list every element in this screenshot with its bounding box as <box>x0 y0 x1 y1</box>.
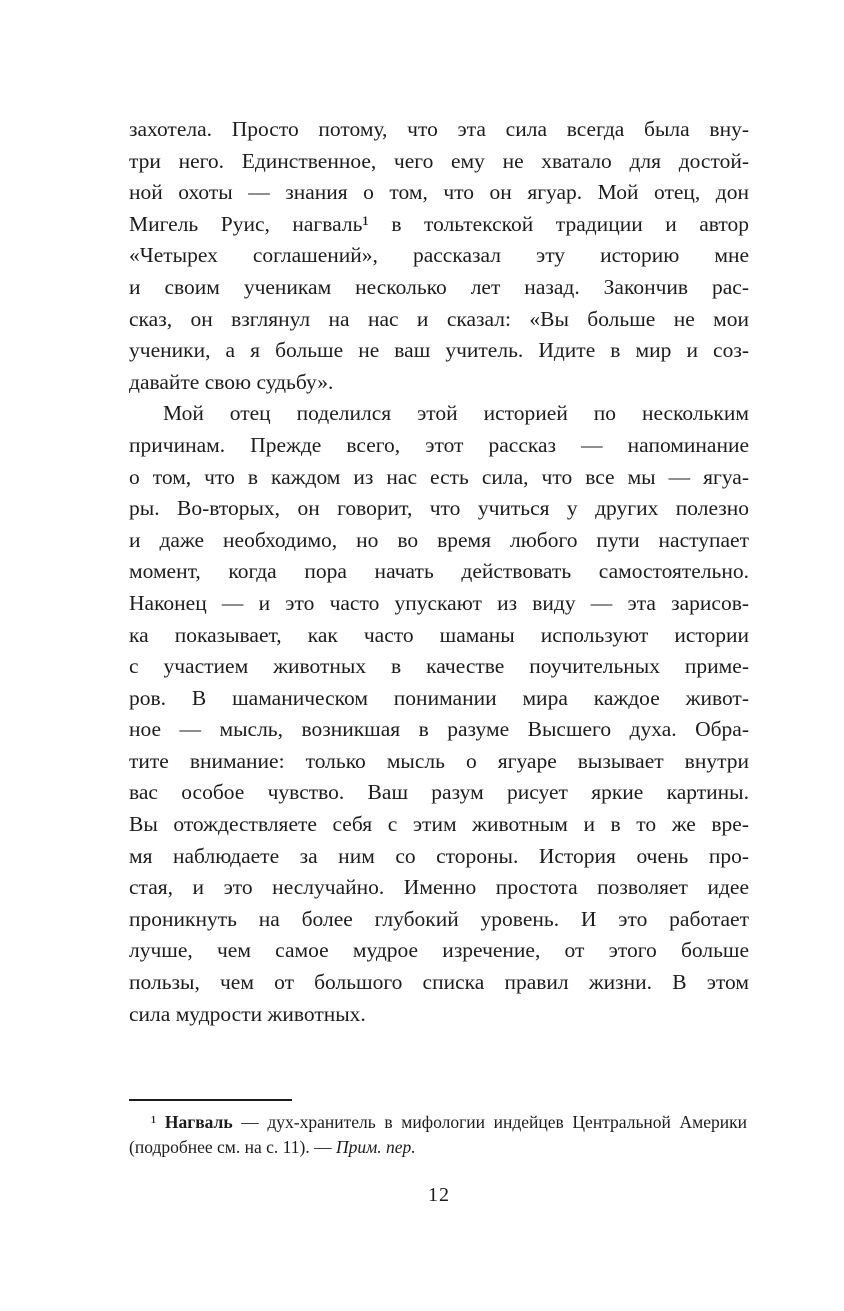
text-line: лучше, чем самое мудрое изречение, от этого больше <box>129 938 749 963</box>
text-line: причинам. Прежде всего, этот рассказ — напоминание <box>129 432 749 457</box>
text-line: Вы отождествляете себя с этим животным и в то же вре- <box>129 812 749 837</box>
text-line: ры. Во-вторых, он говорит, что учиться у других полезно <box>129 496 749 521</box>
text-line: ной охоты — знания о том, что он ягуар. Мой отец, дон <box>129 180 749 205</box>
text-line: и даже необходимо, но во время любого пути наступает <box>129 527 749 552</box>
text-line: проникнуть на более глубокий уровень. И это работает <box>129 906 749 931</box>
text-line: Мой отец поделился этой историей по нескольким <box>163 401 749 426</box>
text-line: с участием животных в качестве поучительных приме- <box>129 654 749 679</box>
footnote-divider <box>129 1099 292 1101</box>
paragraph <box>129 398 749 1030</box>
text-line: ное — мысль, возникшая в разуме Высшего духа. Обра- <box>129 717 749 742</box>
footnote-marker: ¹ <box>151 1112 165 1132</box>
text-line: тите внимание: только мысль о ягуаре вызывает внутри <box>129 748 749 773</box>
text-line: три него. Единственное, чего ему не хватало для достой- <box>129 148 749 173</box>
text-line: давайте свою судьбу». <box>129 369 334 394</box>
text-line: Наконец — и это часто упускают из виду — эта зарисов- <box>129 590 749 615</box>
text-line: вас особое чувство. Ваш разум рисует яркие картины. <box>129 780 749 805</box>
paragraph <box>129 114 749 398</box>
body-text <box>129 114 749 1030</box>
text-line: «Четырех соглашений», рассказал эту историю мне <box>129 243 749 268</box>
text-line: ка показывает, как часто шаманы используют истории <box>129 622 749 647</box>
footnote-term: Нагваль <box>164 1112 233 1132</box>
text-line: и своим ученикам несколько лет назад. Закончив рас- <box>129 274 749 299</box>
footnote <box>129 1110 747 1160</box>
text-line: сказ, он взглянул на нас и сказал: «Вы больше не мои <box>129 306 749 331</box>
text-line: захотела. Просто потому, что эта сила всегда была вну- <box>129 117 749 141</box>
text-line: пользы, чем от большого списка правил жизни. В этом <box>129 970 749 995</box>
text-line: сила мудрости животных. <box>129 1001 366 1026</box>
text-line: ученики, а я больше не ваш учитель. Идите в мир и соз- <box>129 338 749 363</box>
footnote-text: — дух-хранитель в мифологии индейцев Центральной Америки (подробнее см. на с. 11). — <box>129 1112 748 1157</box>
text-line: о том, что в каждом из нас есть сила, что все мы — ягуа- <box>129 464 749 489</box>
text-line: стая, и это неслучайно. Именно простота позволяет идее <box>129 875 749 900</box>
text-line: Мигель Руис, нагваль¹ в тольтекской традиции и автор <box>129 211 749 236</box>
text-line: ров. В шаманическом понимании мира каждое живот- <box>129 685 749 710</box>
page-number: 12 <box>428 1184 450 1206</box>
text-line: мя наблюдаете за ним со стороны. История очень про- <box>129 843 749 868</box>
text-line: момент, когда пора начать действовать самостоятельно. <box>129 559 749 584</box>
footnote-attribution: Прим. пер. <box>335 1137 416 1157</box>
